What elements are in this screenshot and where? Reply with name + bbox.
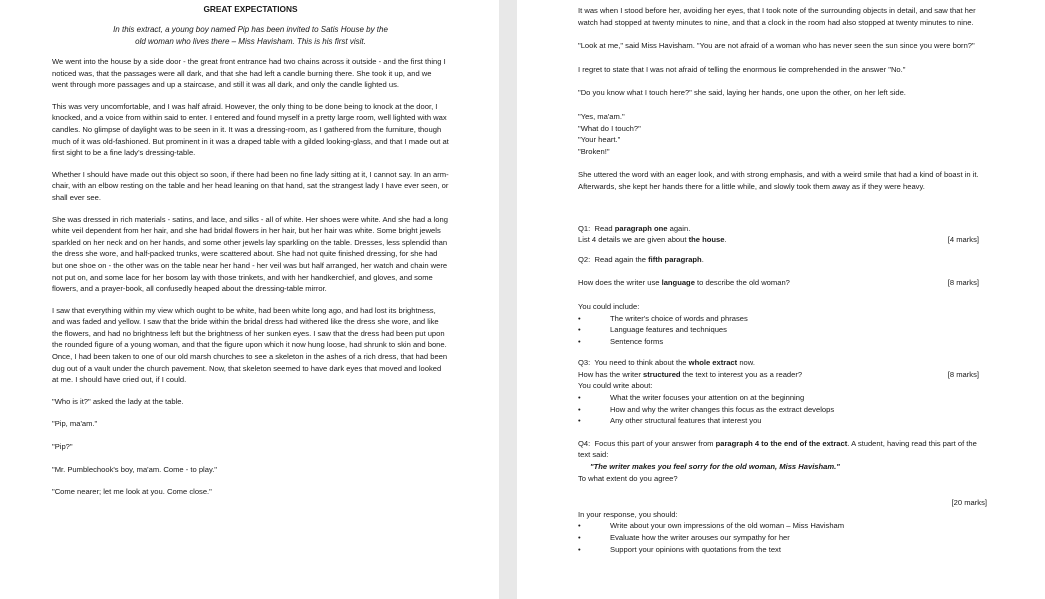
list-item: • The writer's choice of words and phrases: [578, 313, 987, 325]
extract-paragraph: It was when I stood before her, avoiding her eyes, that I took note of the surrounding objects in detail, and saw that her watch had stopped at twenty minutes to nine, and that a clock in the room had also stopped at twenty minutes to nine.: [578, 6, 976, 27]
extract-paragraph: This was very uncomfortable, and I was half afraid. However, the only thing to be done being to knock at the door, I knocked, and a voice from within said to enter. I entered and found myself in a pretty large room, well lighted with wax candles. No glimpse of daylight was to be seen in it. It was a dressing-room, as I gathered from the furniture, though much of it was old-fashioned. But prominent in it was a draped table with a gilded looking-glass, and that I made out at first sight to be a fine lady's dressing-table.: [52, 101, 449, 158]
list-item: • Any other structural features that interest you: [578, 415, 987, 427]
extract-paragraph: I regret to state that I was not afraid of telling the enormous lie comprehended in the answer "No.": [578, 64, 906, 74]
question-1: Q1: Read paragraph one again. List 4 details we are given about the house. [4 marks]: [578, 223, 979, 245]
marks-label: [8 marks]: [947, 278, 979, 288]
question-3: Q3: You need to think about the whole extract now. How has the writer structured the text to interest you as a reader? [8 marks] You could write about: • What the writer focuses your attention on at the beginning • How and why the writer changes this focus as the extract develops • Any other structural features that interest you: [578, 357, 987, 427]
list-item: • Language features and techniques: [578, 324, 987, 336]
question-label: Q1:: [578, 223, 591, 233]
bullet-list: [578, 392, 987, 427]
dialogue-line: "Pip, ma'am.": [52, 419, 98, 429]
dialogue-block: [578, 111, 987, 157]
list-item: • What the writer focuses your attention on at the beginning: [578, 392, 987, 404]
document-title: GREAT EXPECTATIONS: [203, 4, 298, 14]
intro-line: In this extract, a young boy named Pip has been invited to Satis House by the: [113, 25, 388, 34]
dialogue-line: "Mr. Pumblechook's boy, ma'am. Come - to play.": [52, 464, 218, 474]
intro-line: old woman who lives there – Miss Havisham. This is his first visit.: [135, 36, 366, 46]
extract-paragraph: She was dressed in rich materials - satins, and lace, and silks - all of white. Her shoes were white. And she had a long white veil dependent from her hair, and she had bridal flowers in her hair, but her hair was white. Some bright jewels sparkled on her neck and on her hands, and some other jewels lay sparkling on the table. Dresses, less splendid than the dress she wore, and half-packed trunks, were scattered about. She had not quite finished dressing, for she had but one shoe on - the other was on the table near her hand - her veil was but half arranged, her watch and chain were not put on, and some lace for her bosom lay with those trinkets, and with her handkerchief, and gloves, and some flowers, and a prayer-book, all confusedly heaped about the dressing-table mirror.: [52, 214, 448, 294]
marks-label: [4 marks]: [947, 235, 979, 245]
question-4: Q4: Focus this part of your answer from paragraph 4 to the end of the extract. A student, having read this part of the text said: "The writer makes you feel sorry for the old woman, Miss Havisham." To what extent do you agree? [20 marks] In your response, you should: • Write about your own impressions of the old woman – Miss Havisham • Evaluate how the writer arouses our sympathy for her • Support your opinions with quotations from the text: [578, 438, 987, 555]
bullet-list: [578, 313, 987, 348]
extract-paragraph: We went into the house by a side door - the great front entrance had two chains across it outside - and the first thing I noticed was, that the passages were all dark, and that she had left a candle burning there. She took it up, and we went through more passages and up a staircase, and still it was all dark, and only the candle lighted us.: [52, 57, 446, 90]
question-label: Q3:: [578, 358, 591, 368]
document-page-left: [0, 0, 499, 599]
question-2: Q2: Read again the fifth paragraph. How does the writer use language to describe the old woman? [8 marks] You could include: • The writer's choice of words and phrases • Language features and techniques • Sentence forms: [578, 254, 987, 348]
dialogue-line: "Broken!": [578, 146, 610, 156]
list-item: • Support your opinions with quotations from the text: [578, 544, 987, 556]
dialogue-line: "What do I touch?": [578, 123, 641, 133]
marks-label: [20 marks]: [951, 498, 987, 508]
extract-paragraph: I saw that everything within my view which ought to be white, had been white long ago, and had lost its brightness, and was faded and yellow. I saw that the bride within the bridal dress had withered like the dress she wore, and like the flowers, and had no brightness left but the brightness of her sunken eyes. I saw that the dress had been put upon the rounded figure of a young woman, and that the figure upon which it now hung loose, had shrunk to skin and bone. Once, I had been taken to one of our old marsh churches to see a skeleton in the ashes of a rich dress, that had been dug out of a vault under the church pavement. Now, that skeleton seemed to have dark eyes that moved and looked at me. I should have cried out, if I could.: [52, 305, 448, 385]
intro-text: [52, 24, 449, 47]
list-item: • Write about your own impressions of the old woman – Miss Havisham: [578, 520, 987, 532]
extract-paragraph: "Look at me," said Miss Havisham. "You are not afraid of a woman who has never seen the sun since you were born?": [578, 41, 975, 51]
extract-paragraph: Whether I should have made out this object so soon, if there had been no fine lady sitting at it, I cannot say. In an arm-chair, with an elbow resting on the table and her head leaning on that hand, sat the strangest lady I have ever seen, or shall ever see.: [52, 169, 449, 202]
dialogue-line: "Who is it?" asked the lady at the table.: [52, 396, 184, 406]
marks-label: [8 marks]: [947, 369, 979, 379]
dialogue-line: "Pip?": [52, 442, 73, 452]
list-item: • Evaluate how the writer arouses our sympathy for her: [578, 532, 987, 544]
dialogue-line: "Yes, ma'am.": [578, 111, 625, 121]
question-label: Q4:: [578, 438, 591, 448]
dialogue-line: "Your heart.": [578, 135, 621, 145]
list-item: • Sentence forms: [578, 336, 987, 348]
dialogue-line: "Come nearer; let me look at you. Come close.": [52, 487, 212, 497]
extract-paragraph: She uttered the word with an eager look, and with strong emphasis, and with a weird smile that had a kind of boast in it. Afterwards, she kept her hands there for a little while, and slowly took them away as if they were heavy.: [578, 170, 979, 191]
extract-paragraph: "Do you know what I touch here?" she said, laying her hands, one upon the other, on her left side.: [578, 88, 906, 98]
list-item: • How and why the writer changes this focus as the extract develops: [578, 404, 987, 416]
student-quote: "The writer makes you feel sorry for the old woman, Miss Havisham.": [590, 462, 840, 472]
document-page-right: [517, 0, 1045, 599]
question-label: Q2:: [578, 254, 591, 264]
bullet-list: [578, 520, 987, 555]
